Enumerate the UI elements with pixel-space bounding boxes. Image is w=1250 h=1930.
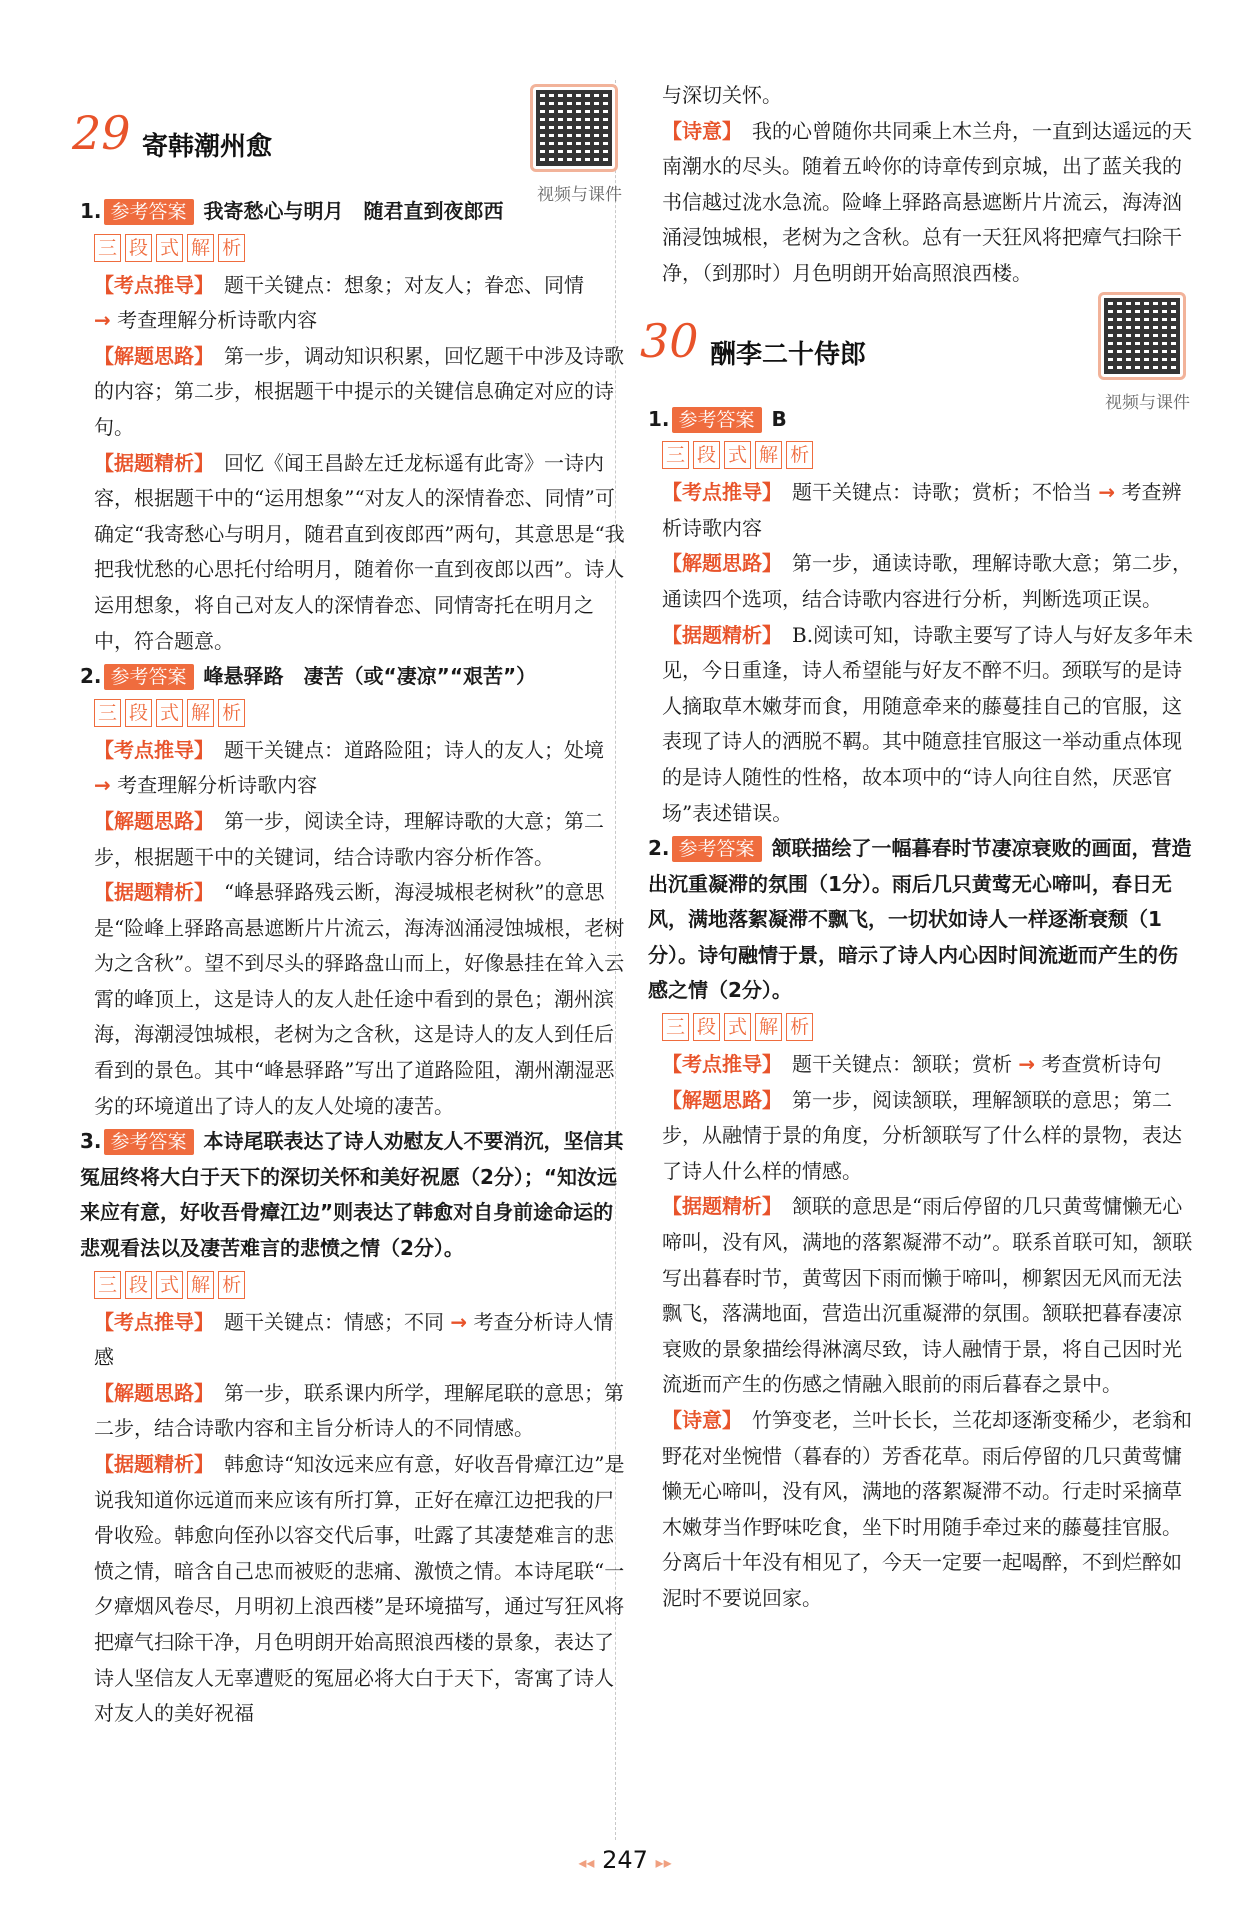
section-30-header	[640, 292, 1196, 413]
arrow-right-icon: →	[94, 773, 111, 798]
qr-label: 视频与课件	[1105, 392, 1190, 413]
solving-approach: 【解题思路】 第一步，阅读颔联，理解颔联的意思；第二步，从融情于景的角度，分析颔联写了什么样的景物，表达了诗人什么样的情感。	[662, 1087, 1182, 1183]
key-point: 【考点推导】 题干关键点：想象；对友人；眷恋、同情 → 考查理解分析诗歌内容	[94, 272, 584, 333]
page-number: 247	[602, 1846, 648, 1874]
page-footer	[0, 1846, 1250, 1874]
three-step-analysis-label: 三 段 式 解 析	[94, 1271, 249, 1299]
arrow-right-icon: →	[450, 1309, 468, 1334]
left-column	[72, 84, 628, 1732]
arrow-right-icon: →	[1098, 480, 1116, 505]
solving-approach: 【解题思路】 第一步，通读诗歌，理解诗歌大意；第二步，通读四个选项，结合诗歌内容进行分析，判断选项正误。	[662, 551, 1192, 611]
arrow-right-icon: →	[94, 308, 111, 333]
poem-meaning: 【诗意】 我的心曾随你共同乘上木兰舟，一直到达遥远的天南潮水的尽头。随着五岭你的诗章传到京城，出了蓝关我的书信越过泷水急流。险峰上驿路高悬遮断片片流云，海涛汹涌浸蚀城根，老树为之含秋。总有一天狂风将把瘴气扫除干净，（到那时）月色明朗开始高照浪西楼。	[662, 118, 1192, 285]
section-29-header	[72, 84, 628, 205]
three-step-analysis-label: 三 段 式 解 析	[662, 1013, 817, 1041]
question-2-answer: 2. 参考答案 峰悬驿路 凄苦（或“凄凉”“艰苦”）	[80, 664, 537, 689]
answer-badge: 参考答案	[104, 664, 194, 690]
answer-badge: 参考答案	[104, 1129, 194, 1155]
question-1-answer: 1. 参考答案 B	[648, 406, 787, 431]
qr-code-icon[interactable]	[530, 84, 618, 172]
three-step-analysis-label: 三 段 式 解 析	[662, 441, 817, 469]
section-number: 29	[72, 106, 131, 160]
question-2-answer: 2. 参考答案 颔联描绘了一幅暮春时节凄凉衰败的画面，营造出沉重凝滞的氛围（1分）。雨后几只黄莺无心啼叫，春日无风，满地落絮凝滞不飘飞，一切状如诗人一样逐渐衰颓（1分）。诗句融情于景，暗示了诗人内心因时间流逝而产生的伤感之情（2分）。	[648, 836, 1192, 1003]
answer-badge: 参考答案	[672, 407, 762, 433]
section-title: 酬李二十侍郎	[710, 339, 867, 370]
decor-right-icon: ▸▸	[655, 1853, 672, 1872]
solving-approach: 【解题思路】 第一步，阅读全诗，理解诗歌的大意；第二步，根据题干中的关键词，结合诗歌内容分析作答。	[94, 808, 604, 869]
key-point: 【考点推导】 题干关键点：情感；不同 → 考查分析诗人情感	[94, 1309, 614, 1370]
continued-text: 与深切关怀。	[662, 83, 782, 107]
key-point: 【考点推导】 题干关键点：道路险阻；诗人的友人；处境 → 考查理解分析诗歌内容	[94, 737, 604, 798]
question-3-answer: 3. 参考答案 本诗尾联表达了诗人劝慰友人不要消沉，坚信其冤屈终将大白于天下的深切关怀和美好祝愿（2分）；“知汝远来应有意，好收吾骨瘴江边”则表达了韩愈对自身前途命运的悲观看法以及凄苦难言的悲愤之情（2分）。	[80, 1129, 624, 1261]
solving-approach: 【解题思路】 第一步，联系课内所学，理解尾联的意思；第二步，结合诗歌内容和主旨分析诗人的不同情感。	[94, 1380, 624, 1441]
poem-meaning: 【诗意】 竹笋变老，兰叶长长，兰花却逐渐变稀少，老翁和野花对坐惋惜（暮春的）芳香花草。雨后停留的几只黄莺慵懒无心啼叫，没有风，满地的落絮凝滞不动。行走时采摘草木嫩芽当作野味吃食，坐下时用随手牵过来的藤蔓挂官服。分离后十年没有相见了，今天一定要一起喝醉，不到烂醉如泥时不要说回家。	[662, 1408, 1192, 1610]
qr-code-icon[interactable]	[1098, 292, 1186, 380]
analysis: 【据题精析】 颔联的意思是“雨后停留的几只黄莺慵懒无心啼叫，没有风，满地的落絮凝滞不动”。联系首联可知，颔联写出暮春时节，黄莺因下雨而懒于啼叫，柳絮因无风而无法飘飞，落满地面，营造出沉重凝滞的氛围。颔联把暮春凄凉衰败的景象描绘得淋漓尽致，诗人融情于景，将自己因时光流逝而产生的伤感之情融入眼前的雨后暮春之景中。	[662, 1194, 1193, 1397]
analysis: 【据题精析】 “峰悬驿路残云断，海浸城根老树秋”的意思是“险峰上驿路高悬遮断片片流云，海涛汹涌浸蚀城根，老树为之含秋”。望不到尽头的驿路盘山而上，好像悬挂在耸入云霄的峰顶上，这是诗人的友人赴任途中看到的景色；潮州滨海，海潮浸蚀城根，老树为之含秋，这是诗人的友人到任后看到的景色。其中“峰悬驿路”写出了道路险阻，潮州潮湿恶劣的环境道出了诗人的友人处境的凄苦。	[94, 880, 625, 1118]
key-point: 【考点推导】 题干关键点：颔联；赏析 → 考查赏析诗句	[662, 1052, 1162, 1077]
qr-label: 视频与课件	[537, 185, 622, 205]
right-column	[640, 83, 1196, 1617]
answer-badge: 参考答案	[104, 199, 194, 225]
three-step-analysis-label: 三 段 式 解 析	[94, 234, 249, 262]
analysis: 【据题精析】 回忆《闻王昌龄左迁龙标遥有此寄》一诗内容，根据题干中的“运用想象”“对友人的深情眷恋、同情”可确定“我寄愁心与明月，随君直到夜郎西”两句，其意思是“我把我忧愁的心思托付给明月，随着你一直到夜郎以西”。诗人运用想象，将自己对友人的深情眷恋、同情寄托在明月之中，符合题意。	[94, 450, 625, 653]
section-number: 30	[640, 313, 699, 368]
analysis: 【据题精析】 B.阅读可知，诗歌主要写了诗人与好友多年未见，今日重逢，诗人希望能与好友不醉不归。颈联写的是诗人摘取草木嫩芽而食，用随意牵来的藤蔓挂自己的官服，这表现了诗人的洒脱不羁。其中随意挂官服这一举动重点体现的是诗人随性的性格，故本项中的“诗人向往自然，厌恶官场”表述错误。	[662, 622, 1194, 825]
decor-left-icon: ◂◂	[578, 1853, 595, 1872]
analysis: 【据题精析】 韩愈诗“知汝远来应有意，好收吾骨瘴江边”是说我知道你远道而来应该有所打算，正好在瘴江边把我的尸骨收殓。韩愈向侄孙以容交代后事，吐露了其凄楚难言的悲愤之情，暗含自己忠而被贬的悲痛、激愤之情。本诗尾联“一夕瘴烟风卷尽，月明初上浪西楼”是环境描写，通过写狂风将把瘴气扫除干净，月色明朗开始高照浪西楼的景象，表达了诗人坚信友人无辜遭贬的冤屈必将大白于天下，寄寓了诗人对友人的美好祝福	[94, 1452, 625, 1726]
solving-approach: 【解题思路】 第一步，调动知识积累，回忆题干中涉及诗歌的内容；第二步，根据题干中提示的关键信息确定对应的诗句。	[94, 343, 624, 439]
key-point: 【考点推导】 题干关键点：诗歌；赏析；不恰当 → 考查辨析诗歌内容	[662, 480, 1182, 540]
arrow-right-icon: →	[1018, 1052, 1036, 1077]
section-title: 寄韩潮州愈	[142, 132, 273, 162]
question-1-answer: 1. 参考答案 我寄愁心与明月 随君直到夜郎西	[80, 199, 504, 223]
answer-badge: 参考答案	[672, 836, 762, 862]
three-step-analysis-label: 三 段 式 解 析	[94, 699, 249, 727]
